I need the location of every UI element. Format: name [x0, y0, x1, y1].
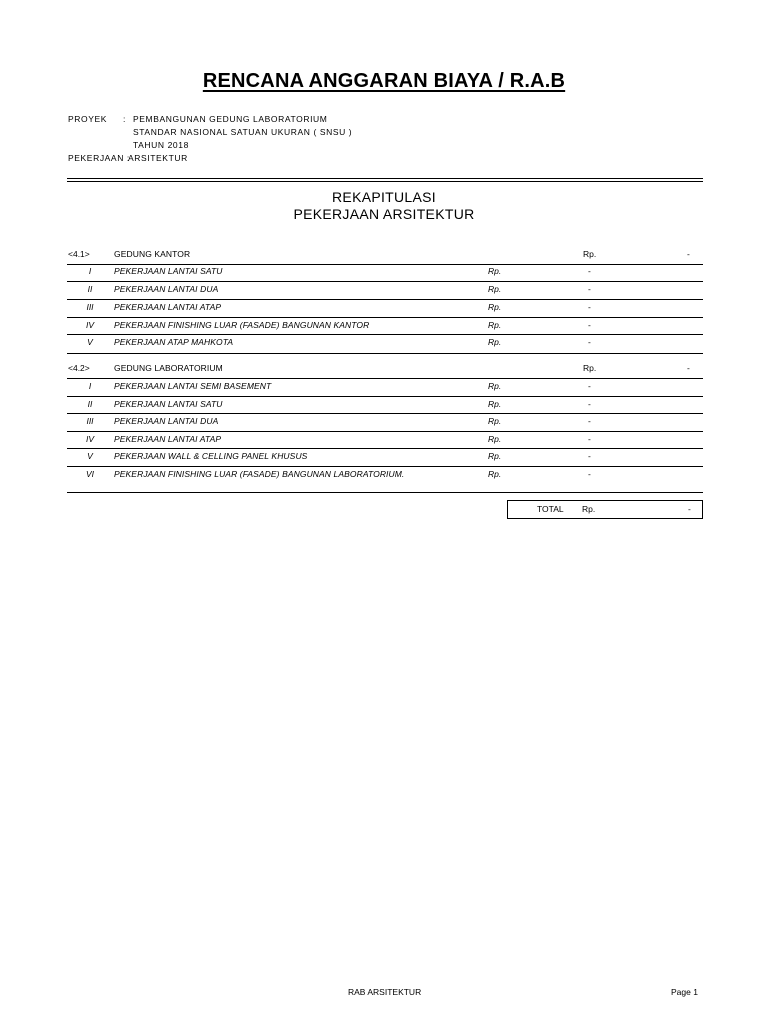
- item-currency: Rp.: [488, 399, 502, 409]
- total-value: -: [688, 504, 691, 514]
- table-row: [67, 318, 703, 335]
- item-description: PEKERJAAN WALL & CELLING PANEL KHUSUS: [114, 451, 308, 461]
- pekerjaan-value: ARSITEKTUR: [128, 153, 188, 163]
- item-value: -: [588, 284, 591, 294]
- table-row: [67, 432, 703, 449]
- section-code: <4.2>: [68, 363, 90, 373]
- item-number: III: [86, 416, 94, 426]
- item-number: IV: [85, 434, 95, 444]
- section-name: GEDUNG LABORATORIUM: [114, 363, 223, 373]
- item-description: PEKERJAAN LANTAI DUA: [114, 416, 219, 426]
- section-row-gedung-kantor: [67, 247, 703, 264]
- item-number: IV: [85, 320, 95, 330]
- table-row: [67, 379, 703, 396]
- item-value: -: [588, 451, 591, 461]
- table-row: [67, 335, 703, 352]
- item-number: V: [87, 337, 93, 347]
- item-number: II: [87, 284, 93, 294]
- item-currency: Rp.: [488, 416, 502, 426]
- item-value: -: [588, 337, 591, 347]
- item-description: PEKERJAAN LANTAI ATAP: [114, 302, 222, 312]
- item-currency: Rp.: [488, 469, 502, 479]
- recap-heading: REKAPITULASI: [332, 189, 436, 205]
- proyek-separator: :: [123, 114, 126, 124]
- proyek-line-2: STANDAR NASIONAL SATUAN UKURAN ( SNSU ): [133, 127, 353, 137]
- item-value: -: [588, 381, 591, 391]
- proyek-line-3: TAHUN 2018: [133, 140, 189, 150]
- table-row: [67, 397, 703, 414]
- header-divider-top: [67, 178, 703, 179]
- item-description: PEKERJAAN LANTAI SEMI BASEMENT: [114, 381, 272, 391]
- recap-subheading: PEKERJAAN ARSITEKTUR: [293, 206, 475, 222]
- table-row: [67, 449, 703, 466]
- pekerjaan-label: PEKERJAAN :: [68, 153, 130, 163]
- section-code: <4.1>: [68, 249, 90, 259]
- table-row: [67, 282, 703, 299]
- table-row: [67, 264, 703, 281]
- item-value: -: [588, 302, 591, 312]
- section-value: -: [687, 363, 690, 373]
- item-number: II: [87, 399, 93, 409]
- item-currency: Rp.: [488, 302, 502, 312]
- total-currency: Rp.: [582, 504, 596, 514]
- item-number: V: [87, 451, 93, 461]
- total-label: TOTAL: [537, 504, 564, 514]
- section-currency: Rp.: [583, 363, 597, 373]
- proyek-line-1: PEMBANGUNAN GEDUNG LABORATORIUM: [133, 114, 328, 124]
- table-row: [67, 467, 703, 484]
- table-row: [67, 300, 703, 317]
- item-description: PEKERJAAN LANTAI DUA: [114, 284, 219, 294]
- item-description: PEKERJAAN LANTAI SATU: [114, 399, 223, 409]
- item-description: PEKERJAAN FINISHING LUAR (FASADE) BANGUNAN LABORATORIUM.: [114, 469, 405, 479]
- item-currency: Rp.: [488, 451, 502, 461]
- page-number: Page 1: [671, 987, 698, 997]
- item-currency: Rp.: [488, 266, 502, 276]
- row-divider: [67, 353, 703, 354]
- item-description: PEKERJAAN LANTAI SATU: [114, 266, 223, 276]
- item-description: PEKERJAAN LANTAI ATAP: [114, 434, 222, 444]
- table-bottom-line: [67, 492, 703, 493]
- section-row-gedung-laboratorium: [67, 361, 703, 378]
- item-description: PEKERJAAN ATAP MAHKOTA: [114, 337, 234, 347]
- item-value: -: [588, 266, 591, 276]
- item-number: I: [88, 266, 92, 276]
- item-currency: Rp.: [488, 320, 502, 330]
- footer-title: RAB ARSITEKTUR: [348, 987, 422, 997]
- header-divider-bottom: [67, 181, 703, 182]
- total-box: [507, 500, 703, 519]
- document-title: RENCANA ANGGARAN BIAYA / R.A.B: [202, 70, 566, 92]
- section-currency: Rp.: [583, 249, 597, 259]
- item-value: -: [588, 320, 591, 330]
- table-row: [67, 414, 703, 431]
- item-number: VI: [85, 469, 95, 479]
- item-value: -: [588, 399, 591, 409]
- item-currency: Rp.: [488, 381, 502, 391]
- section-value: -: [687, 249, 690, 259]
- item-currency: Rp.: [488, 337, 502, 347]
- item-value: -: [588, 434, 591, 444]
- item-value: -: [588, 469, 591, 479]
- item-currency: Rp.: [488, 284, 502, 294]
- item-description: PEKERJAAN FINISHING LUAR (FASADE) BANGUNAN KANTOR: [114, 320, 370, 330]
- item-number: I: [88, 381, 92, 391]
- section-name: GEDUNG KANTOR: [114, 249, 191, 259]
- item-number: III: [86, 302, 94, 312]
- item-currency: Rp.: [488, 434, 502, 444]
- proyek-label: PROYEK: [68, 114, 108, 124]
- item-value: -: [588, 416, 591, 426]
